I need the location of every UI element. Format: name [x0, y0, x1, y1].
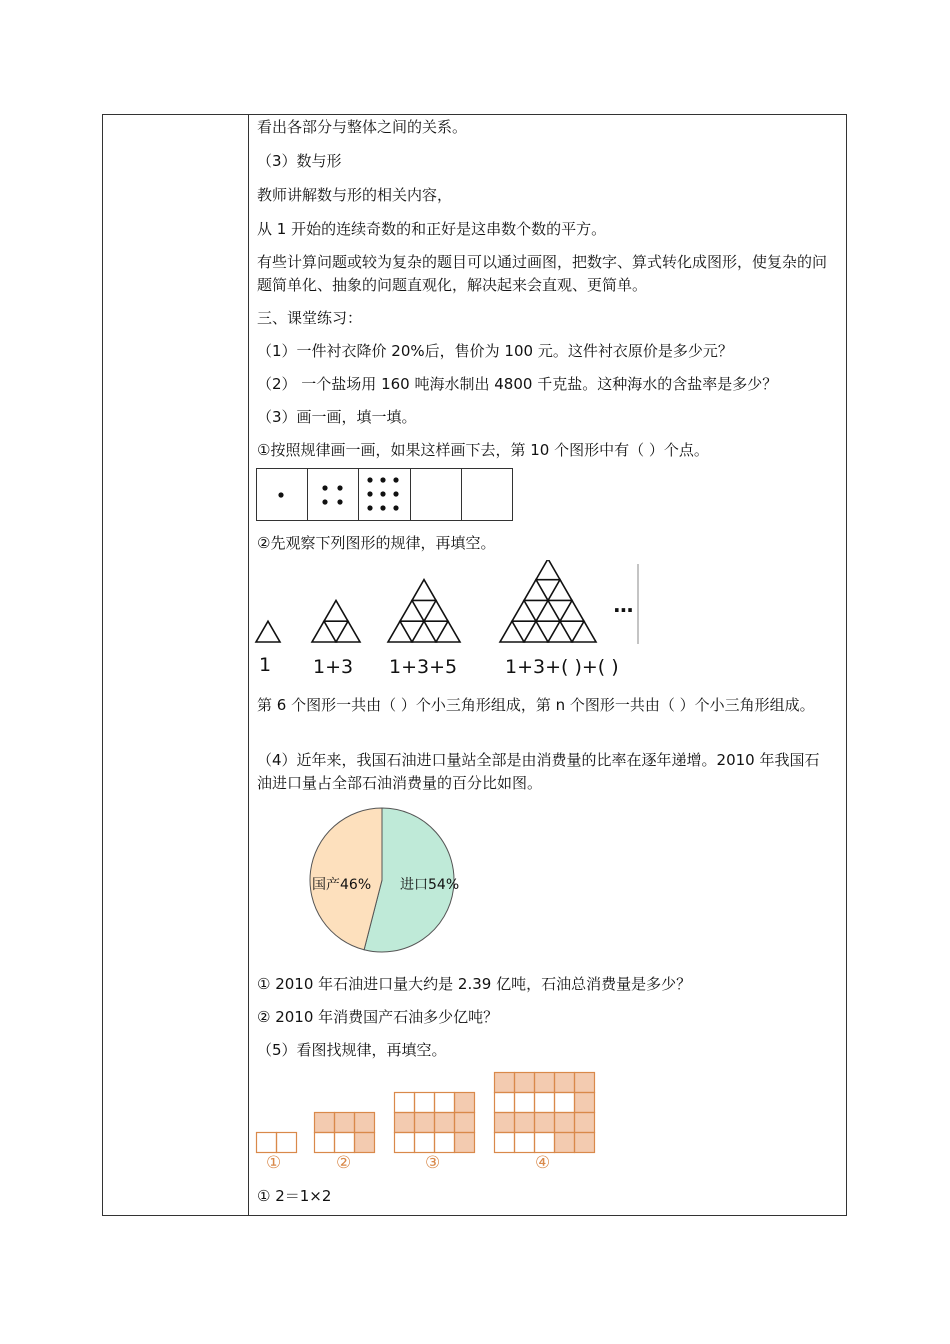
small-triangle: [548, 580, 572, 601]
small-triangle: [560, 600, 584, 621]
shaded-cell: [434, 1112, 454, 1132]
shaded-cell: [454, 1112, 474, 1132]
dot: [393, 505, 398, 510]
shaded-cell: [494, 1072, 514, 1092]
small-triangle: [412, 580, 436, 601]
grid-cell: [515, 1133, 535, 1153]
text-line: 教师讲解数与形的相关内容，: [257, 186, 453, 204]
grid-label: ①: [266, 1153, 282, 1173]
small-triangle: [524, 621, 548, 642]
pie-label-domestic: 国产46%: [312, 877, 372, 893]
exercise-3-part-1: ①按照规律画一画，如果这样画下去，第 10 个图形中有（ ）个点。: [257, 441, 709, 459]
small-triangle: [324, 600, 348, 621]
shaded-cell: [554, 1072, 574, 1092]
grid-cell: [395, 1133, 415, 1153]
shaded-cell: [574, 1092, 594, 1112]
shaded-cell: [454, 1092, 474, 1112]
shaded-cell: [354, 1112, 374, 1132]
shaded-cell: [534, 1072, 554, 1092]
dot-pattern-figure: [256, 468, 514, 522]
grid-label: ③: [425, 1153, 441, 1173]
grid-cell: [315, 1133, 335, 1153]
grid-cell: [435, 1133, 455, 1153]
small-triangle: [412, 621, 436, 642]
dot: [322, 485, 327, 490]
triangle-group: [256, 560, 596, 642]
triangle-label: 1+3+( )+( ): [505, 656, 619, 678]
exercise-4: （4）近年来，我国石油进口量站全部是由消费量的比率在逐年递增。2010 年我国石油进口量占全部石油消费量的百分比如图。: [257, 751, 820, 792]
shaded-cell: [414, 1112, 434, 1132]
small-triangle: [436, 621, 460, 642]
grid-cell: [515, 1093, 535, 1113]
triangle-label: 1+3: [313, 656, 354, 678]
exercise-2: （2） 一个盐场用 160 吨海水制出 4800 千克盐。这种海水的含盐率是多少？: [257, 375, 778, 393]
dot: [367, 477, 372, 482]
grid-cell: [395, 1093, 415, 1113]
small-triangle: [424, 600, 448, 621]
shaded-cell: [334, 1112, 354, 1132]
grid-cell: [257, 1133, 277, 1153]
grid-group: [257, 1072, 595, 1153]
grid-cell: [277, 1133, 297, 1153]
dot: [380, 505, 385, 510]
text-paragraph: 有些计算问题或较为复杂的题目可以通过画图，把数字、算式转化成图形，使复杂的问题简单化、抽象的问题直观化，解决起来会直观、更简单。: [257, 253, 828, 294]
shaded-cell: [514, 1072, 534, 1092]
small-triangle: [536, 600, 560, 621]
exercise-5-answer-1: ① 2＝1×2: [257, 1187, 332, 1205]
small-triangle: [512, 600, 536, 621]
pie-label-import: 进口54%: [400, 877, 460, 893]
small-triangle: [524, 580, 548, 601]
dot: [367, 505, 372, 510]
shaded-cell: [554, 1132, 574, 1152]
shaded-cell: [394, 1112, 414, 1132]
text-line: 看出各部分与整体之间的关系。: [257, 118, 468, 136]
small-triangle: [548, 621, 572, 642]
triangle-label: 1+3+5: [389, 656, 458, 678]
dot: [380, 477, 385, 482]
dot: [393, 491, 398, 496]
shaded-cell: [454, 1132, 474, 1152]
grid-cell: [335, 1133, 355, 1153]
dot: [337, 485, 342, 490]
exercise-3-question: 第 6 个图形一共由（ ）个小三角形组成，第 n 个图形一共由（ ）个小三角形组成。: [257, 696, 815, 714]
exercise-3-part-2: ②先观察下列图形的规律，再填空。: [257, 534, 496, 552]
exercise-3: （3）画一画，填一填。: [257, 408, 417, 426]
shaded-cell: [574, 1072, 594, 1092]
section-heading: 三、课堂练习：: [257, 309, 363, 327]
shaded-cell: [314, 1112, 334, 1132]
small-triangle: [256, 621, 280, 642]
grid-cell: [555, 1093, 575, 1113]
grid-cell: [415, 1093, 435, 1113]
dot: [367, 491, 372, 496]
grid-cell: [415, 1133, 435, 1153]
dot: [322, 499, 327, 504]
shaded-cell: [354, 1132, 374, 1152]
text-line: 从 1 开始的连续奇数的和正好是这串数个数的平方。: [257, 220, 607, 238]
small-triangle: [536, 560, 560, 580]
grid-label: ④: [535, 1153, 551, 1173]
triangle-pattern-figure: [250, 560, 645, 650]
section-heading: （3）数与形: [257, 152, 342, 170]
dot: [337, 499, 342, 504]
shaded-cell: [494, 1112, 514, 1132]
ellipsis: ···: [613, 598, 633, 622]
grid-cell: [435, 1093, 455, 1113]
small-triangle: [500, 621, 524, 642]
grid-cell: [535, 1133, 555, 1153]
shaded-cell: [574, 1112, 594, 1132]
small-triangle: [336, 621, 360, 642]
table-column-divider: [248, 114, 249, 1216]
dot: [278, 492, 283, 497]
shaded-cell: [574, 1132, 594, 1152]
triangle-label: 1: [259, 654, 272, 676]
shaded-cell: [554, 1112, 574, 1132]
small-triangle: [400, 600, 424, 621]
exercise-5: （5）看图找规律，再填空。: [257, 1041, 447, 1059]
shaded-cell: [514, 1112, 534, 1132]
shaded-cell: [534, 1112, 554, 1132]
dot: [393, 477, 398, 482]
grid-label: ②: [336, 1153, 352, 1173]
exercise-1: （1）一件衬衣降价 20%后，售价为 100 元。这件衬衣原价是多少元？: [257, 342, 733, 360]
grid-cell: [495, 1133, 515, 1153]
grid-cell: [535, 1093, 555, 1113]
exercise-4-question-1: ① 2010 年石油进口量大约是 2.39 亿吨，石油总消费量是多少？: [257, 975, 692, 993]
exercise-4-question-2: ② 2010 年消费国产石油多少亿吨？: [257, 1008, 499, 1026]
dot: [380, 491, 385, 496]
small-triangle: [312, 621, 336, 642]
grid-cell: [495, 1093, 515, 1113]
small-triangle: [572, 621, 596, 642]
small-triangle: [388, 621, 412, 642]
